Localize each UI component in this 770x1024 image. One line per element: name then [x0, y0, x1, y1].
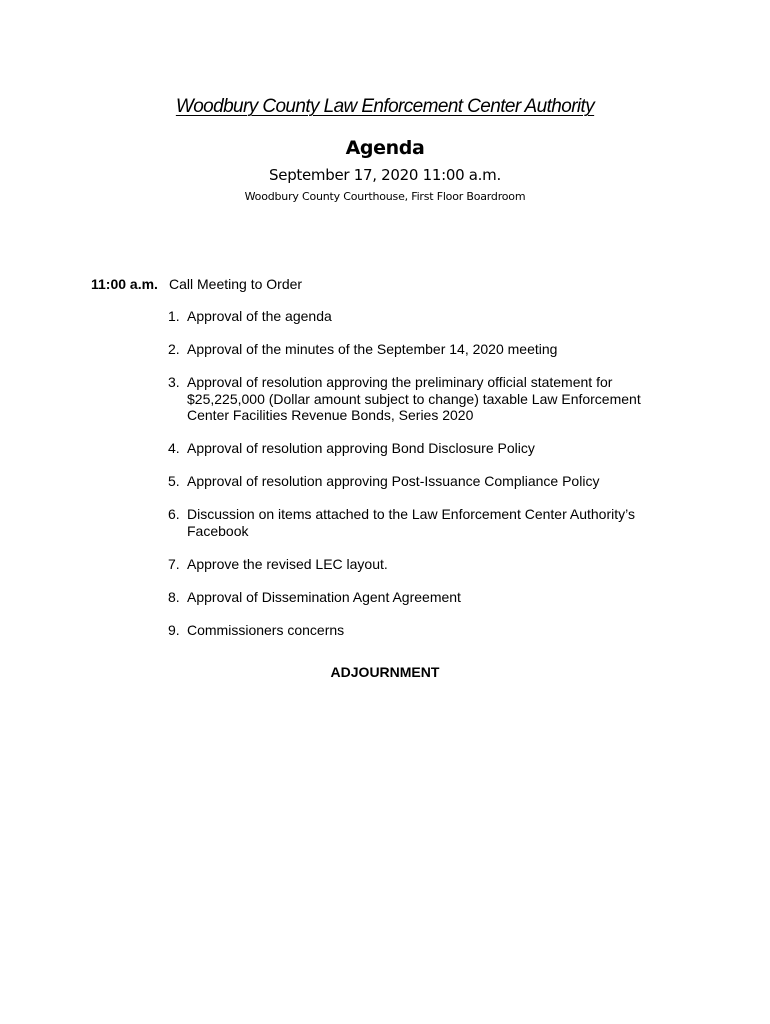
organization-title: Woodbury County Law Enforcement Center Authority — [175, 96, 595, 117]
item-text: Approval of resolution approving Post-Issuance Compliance Policy — [187, 473, 600, 489]
item-text: Discussion on items attached to the Law Enforcement Center Authority’s Facebook — [187, 506, 635, 539]
item-text: Approval of the agenda — [187, 308, 332, 324]
item-number: 6. — [168, 506, 180, 522]
meeting-date: September 17, 2020 11:00 a.m. — [269, 166, 501, 184]
item-text: Commissioners concerns — [187, 621, 345, 638]
item-text: Approval of resolution approving Bond Disclosure Policy — [187, 440, 535, 456]
item-number: 2. — [168, 341, 180, 357]
item-number: 5. — [168, 473, 180, 489]
item-number: 9. — [168, 621, 180, 638]
agenda-item-1 — [168, 308, 648, 325]
agenda-item-9 — [168, 622, 648, 639]
agenda-item-2 — [168, 341, 648, 358]
session-time: 11:00 a.m. — [91, 276, 158, 292]
item-text: Approval of Dissemination Agent Agreement — [187, 588, 461, 605]
item-text: Approve the revised LEC layout. — [187, 555, 388, 572]
item-number: 3. — [168, 374, 180, 390]
agenda-item-8 — [168, 589, 648, 606]
item-text: Approval of the minutes of the September 14, 2020 meeting — [187, 341, 558, 357]
item-number: 7. — [168, 555, 180, 572]
agenda-item-6 — [168, 506, 648, 539]
item-number: 8. — [168, 588, 180, 605]
meeting-location: Woodbury County Courthouse, First Floor Boardroom — [244, 190, 526, 203]
item-number: 1. — [168, 308, 180, 324]
agenda-item-3 — [168, 374, 648, 424]
agenda-items-list — [168, 308, 648, 655]
agenda-item-4 — [168, 440, 648, 457]
call-to-order: Call Meeting to Order — [169, 276, 303, 292]
item-text: Approval of resolution approving the preliminary official statement for $25,225,000 (Dollar amount subject to change) taxable Law Enforcement Center Facilities Revenue Bonds, Series 2020 — [187, 374, 641, 423]
agenda-heading: Agenda — [345, 137, 425, 159]
item-number: 4. — [168, 440, 180, 456]
adjournment: ADJOURNMENT — [330, 664, 440, 680]
agenda-item-5 — [168, 473, 648, 490]
agenda-item-7 — [168, 556, 648, 573]
